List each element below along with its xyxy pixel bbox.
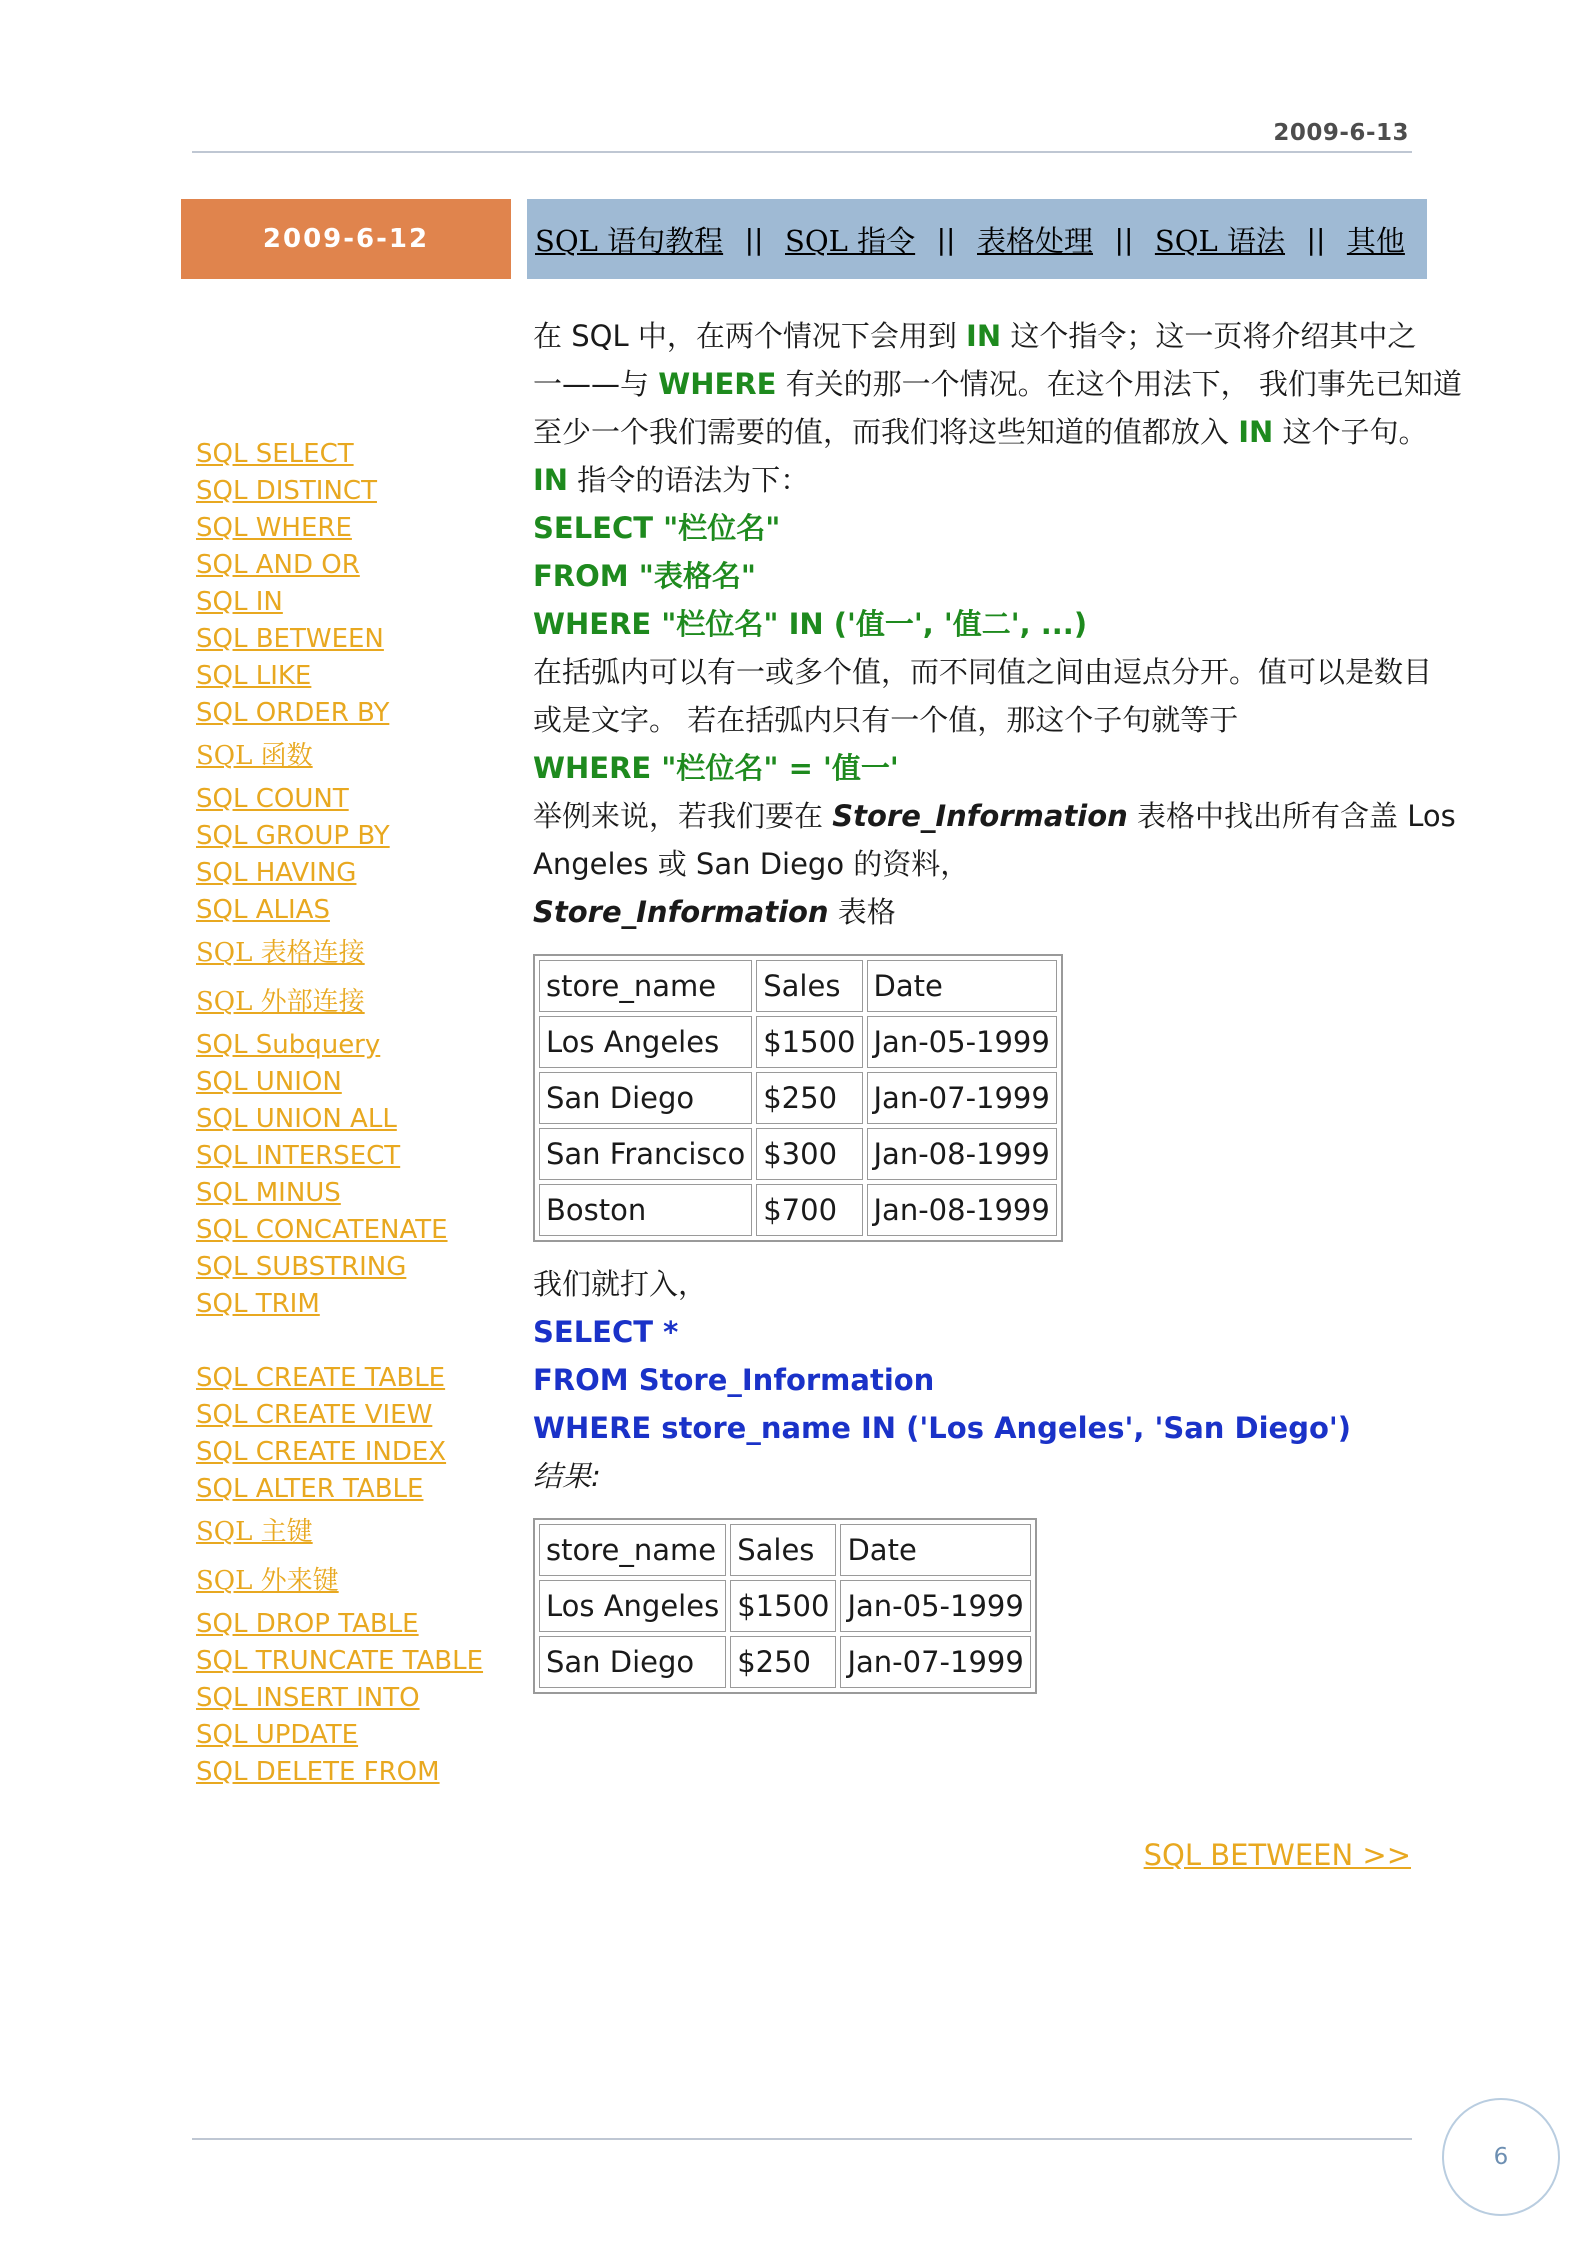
table-header-row [539, 1524, 1031, 1576]
table-cell: Boston [539, 1184, 752, 1236]
table-cell: Los Angeles [539, 1016, 752, 1068]
next-page-link[interactable]: SQL BETWEEN >> [1143, 1838, 1411, 1872]
description-line: 或是文字。 若在括弧内只有一个值，那这个子句就等于 [533, 703, 1239, 737]
header-rule [192, 151, 1412, 153]
query-intro: 我们就打入， [533, 1267, 708, 1301]
date-block [181, 199, 511, 279]
sidebar-link[interactable]: SQL DROP TABLE [196, 1609, 419, 1639]
sidebar-link[interactable]: SQL 主键 [196, 1517, 313, 1547]
sidebar-link[interactable]: SQL MINUS [196, 1178, 341, 1208]
sidebar-link[interactable]: SQL 函数 [196, 741, 313, 771]
table-cell: $700 [756, 1184, 862, 1236]
syntax-from: FROM "表格名" [533, 559, 756, 593]
sidebar-link[interactable]: SQL INTERSECT [196, 1141, 401, 1171]
table-row [539, 1580, 1031, 1632]
sidebar-link[interactable]: SQL Subquery [196, 1030, 381, 1060]
table-cell: $250 [730, 1636, 836, 1688]
sidebar-nav [196, 436, 496, 1791]
table-header-row [539, 960, 1057, 1012]
date-block-text: 2009-6-12 [262, 224, 430, 254]
footer-rule [192, 2138, 1412, 2140]
nav-item-other[interactable]: 其他 [1346, 223, 1405, 258]
sidebar-link[interactable]: SQL COUNT [196, 784, 349, 814]
nav-item-sql-tutorial[interactable]: SQL 语句教程 [535, 223, 724, 258]
sidebar-link[interactable]: SQL UNION [196, 1067, 342, 1097]
sidebar-link[interactable]: SQL UPDATE [196, 1720, 359, 1750]
table-caption: Store_Information 表格 [533, 895, 896, 929]
sidebar-link[interactable]: SQL HAVING [196, 858, 357, 888]
table-cell: Jan-05-1999 [867, 1016, 1057, 1068]
table-header-cell: Sales [730, 1524, 836, 1576]
query-from: FROM Store_Information [533, 1363, 935, 1397]
nav-item-sql-commands[interactable]: SQL 指令 [785, 223, 916, 258]
table-row [539, 1184, 1057, 1236]
table-cell: $300 [756, 1128, 862, 1180]
sidebar-link[interactable]: SQL DISTINCT [196, 476, 377, 506]
sidebar-link[interactable]: SQL CREATE VIEW [196, 1400, 433, 1430]
table-cell: $250 [756, 1072, 862, 1124]
nav-separator: || [744, 222, 764, 256]
nav-item-sql-syntax[interactable]: SQL 语法 [1154, 223, 1286, 258]
table-cell: Jan-07-1999 [867, 1072, 1057, 1124]
sidebar-link[interactable]: SQL ALIAS [196, 895, 330, 925]
sidebar-link[interactable]: SQL TRUNCATE TABLE [196, 1646, 484, 1676]
table-header-cell: Sales [756, 960, 862, 1012]
table-cell: $1500 [730, 1580, 836, 1632]
syntax-select: SELECT "栏位名" [533, 511, 781, 545]
sidebar-link[interactable]: SQL 外来键 [196, 1566, 339, 1596]
table-cell: Jan-05-1999 [840, 1580, 1030, 1632]
sidebar-link[interactable]: SQL SELECT [196, 439, 354, 469]
header-date: 2009-6-13 [1273, 120, 1409, 146]
sidebar-link[interactable]: SQL WHERE [196, 513, 352, 543]
result-label: 结果: [533, 1459, 601, 1493]
table-row [539, 1128, 1057, 1180]
sidebar-link[interactable]: SQL CREATE TABLE [196, 1363, 446, 1393]
sidebar-link[interactable]: SQL DELETE FROM [196, 1757, 440, 1787]
sidebar-link[interactable]: SQL INSERT INTO [196, 1683, 420, 1713]
query-where: WHERE store_name IN ('Los Angeles', 'San Diego') [533, 1411, 1352, 1445]
nav-item-table-handling[interactable]: 表格处理 [977, 223, 1094, 258]
query-select: SELECT * [533, 1315, 679, 1349]
nav-separator: || [936, 222, 956, 256]
example-line: 举例来说，若我们要在 Store_Information 表格中找出所有含盖 Los [533, 799, 1456, 833]
table-cell: San Francisco [539, 1128, 752, 1180]
sidebar-link[interactable]: SQL ALTER TABLE [196, 1474, 424, 1504]
sidebar-link[interactable]: SQL 表格连接 [196, 938, 365, 968]
table-header-cell: store_name [539, 1524, 726, 1576]
table-cell: Jan-08-1999 [867, 1128, 1057, 1180]
table-cell: Los Angeles [539, 1580, 726, 1632]
nav-bar [527, 199, 1427, 279]
example-line: Angeles 或 San Diego 的资料， [533, 847, 970, 881]
sidebar-link[interactable]: SQL BETWEEN [196, 624, 384, 654]
sidebar-link[interactable]: SQL ORDER BY [196, 698, 390, 728]
table-header-cell: Date [840, 1524, 1030, 1576]
table-cell: San Diego [539, 1072, 752, 1124]
page-number: 6 [1493, 2144, 1509, 2170]
sidebar-link[interactable]: SQL TRIM [196, 1289, 320, 1319]
syntax-where: WHERE "栏位名" IN ('值一', '值二', ...) [533, 607, 1088, 641]
store-information-table [533, 954, 1063, 1242]
sidebar-link[interactable]: SQL AND OR [196, 550, 360, 580]
table-header-cell: store_name [539, 960, 752, 1012]
table-header-cell: Date [867, 960, 1057, 1012]
intro-line: 在 SQL 中，在两个情况下会用到 IN 这个指令；这一页将介绍其中之 [533, 319, 1417, 353]
syntax-intro: IN 指令的语法为下： [533, 463, 810, 497]
syntax-single-value: WHERE "栏位名" = '值一' [533, 751, 899, 785]
sidebar-link[interactable]: SQL CONCATENATE [196, 1215, 448, 1245]
sidebar-link[interactable]: SQL UNION ALL [196, 1104, 397, 1134]
page-number-badge [1442, 2098, 1560, 2216]
table-row [539, 1016, 1057, 1068]
sidebar-link[interactable]: SQL CREATE INDEX [196, 1437, 447, 1467]
nav-separator: || [1306, 222, 1326, 256]
table-row [539, 1636, 1031, 1688]
intro-line: 一——与 WHERE 有关的那一个情况。在这个用法下， 我们事先已知道 [533, 367, 1462, 401]
sidebar-link[interactable]: SQL GROUP BY [196, 821, 390, 851]
main-content [533, 312, 1462, 1712]
table-cell: Jan-08-1999 [867, 1184, 1057, 1236]
sidebar-link[interactable]: SQL IN [196, 587, 283, 617]
sidebar-link[interactable]: SQL 外部连接 [196, 987, 365, 1017]
table-cell: San Diego [539, 1636, 726, 1688]
sidebar-link[interactable]: SQL LIKE [196, 661, 312, 691]
sidebar-gap [196, 1323, 496, 1360]
description-line: 在括弧内可以有一或多个值，而不同值之间由逗点分开。值可以是数目 [533, 655, 1433, 689]
table-cell: $1500 [756, 1016, 862, 1068]
table-row [539, 1072, 1057, 1124]
sidebar-link[interactable]: SQL SUBSTRING [196, 1252, 407, 1282]
result-table [533, 1518, 1037, 1694]
nav-separator: || [1114, 222, 1134, 256]
table-cell: Jan-07-1999 [840, 1636, 1030, 1688]
intro-line: 至少一个我们需要的值，而我们将这些知道的值都放入 IN 这个子句。 [533, 415, 1428, 449]
